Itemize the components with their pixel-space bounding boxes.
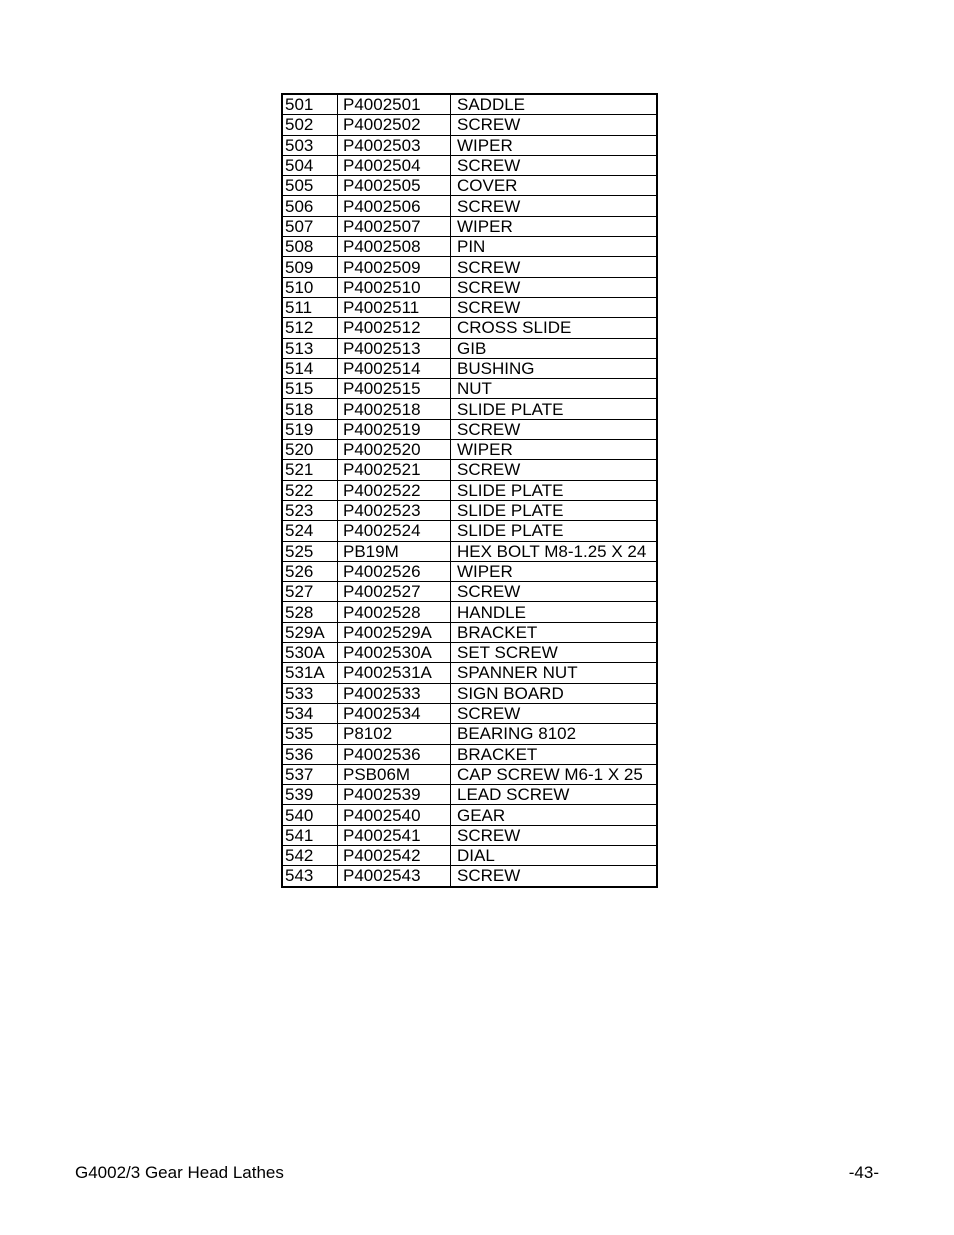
part-number-cell: P4002510 xyxy=(338,277,451,297)
ref-number-cell: 522 xyxy=(282,480,338,500)
table-row xyxy=(282,257,657,277)
table-row xyxy=(282,805,657,825)
description-cell: BRACKET xyxy=(451,622,658,642)
part-number-cell: P4002514 xyxy=(338,358,451,378)
table-row xyxy=(282,541,657,561)
table-row xyxy=(282,277,657,297)
table-row xyxy=(282,338,657,358)
part-number-cell: P4002526 xyxy=(338,561,451,581)
description-cell: SCREW xyxy=(451,460,658,480)
table-row xyxy=(282,643,657,663)
ref-number-cell: 505 xyxy=(282,176,338,196)
part-number-cell: P4002506 xyxy=(338,196,451,216)
description-cell: GIB xyxy=(451,338,658,358)
table-row xyxy=(282,561,657,581)
ref-number-cell: 531A xyxy=(282,663,338,683)
ref-number-cell: 535 xyxy=(282,724,338,744)
part-number-cell: P4002531A xyxy=(338,663,451,683)
ref-number-cell: 521 xyxy=(282,460,338,480)
ref-number-cell: 518 xyxy=(282,399,338,419)
ref-number-cell: 542 xyxy=(282,845,338,865)
table-row xyxy=(282,825,657,845)
description-cell: SCREW xyxy=(451,297,658,317)
description-cell: CAP SCREW M6-1 X 25 xyxy=(451,764,658,784)
ref-number-cell: 529A xyxy=(282,622,338,642)
table-row xyxy=(282,683,657,703)
description-cell: DIAL xyxy=(451,845,658,865)
part-number-cell: P4002539 xyxy=(338,785,451,805)
part-number-cell: PB19M xyxy=(338,541,451,561)
ref-number-cell: 537 xyxy=(282,764,338,784)
part-number-cell: P4002534 xyxy=(338,703,451,723)
ref-number-cell: 502 xyxy=(282,115,338,135)
table-row xyxy=(282,379,657,399)
ref-number-cell: 512 xyxy=(282,318,338,338)
description-cell: SCREW xyxy=(451,825,658,845)
description-cell: HANDLE xyxy=(451,602,658,622)
ref-number-cell: 533 xyxy=(282,683,338,703)
description-cell: SCREW xyxy=(451,419,658,439)
table-row xyxy=(282,724,657,744)
ref-number-cell: 520 xyxy=(282,440,338,460)
footer-page-number: -43- xyxy=(848,1163,879,1182)
part-number-cell: P4002530A xyxy=(338,643,451,663)
description-cell: SCREW xyxy=(451,582,658,602)
part-number-cell: P4002501 xyxy=(338,94,451,115)
part-number-cell: P4002522 xyxy=(338,480,451,500)
part-number-cell: P4002527 xyxy=(338,582,451,602)
parts-table-body xyxy=(282,94,657,887)
description-cell: SLIDE PLATE xyxy=(451,500,658,520)
part-number-cell: P4002536 xyxy=(338,744,451,764)
part-number-cell: P4002503 xyxy=(338,135,451,155)
ref-number-cell: 501 xyxy=(282,94,338,115)
table-row xyxy=(282,602,657,622)
description-cell: BUSHING xyxy=(451,358,658,378)
table-row xyxy=(282,216,657,236)
part-number-cell: P4002513 xyxy=(338,338,451,358)
footer-manual-title: G4002/3 Gear Head Lathes xyxy=(75,1163,284,1182)
ref-number-cell: 530A xyxy=(282,643,338,663)
part-number-cell: P4002515 xyxy=(338,379,451,399)
part-number-cell: P4002542 xyxy=(338,845,451,865)
ref-number-cell: 543 xyxy=(282,866,338,887)
table-row xyxy=(282,94,657,115)
ref-number-cell: 536 xyxy=(282,744,338,764)
part-number-cell: P8102 xyxy=(338,724,451,744)
part-number-cell: P4002511 xyxy=(338,297,451,317)
table-row xyxy=(282,318,657,338)
ref-number-cell: 506 xyxy=(282,196,338,216)
table-row xyxy=(282,845,657,865)
table-row xyxy=(282,622,657,642)
ref-number-cell: 513 xyxy=(282,338,338,358)
ref-number-cell: 519 xyxy=(282,419,338,439)
part-number-cell: P4002533 xyxy=(338,683,451,703)
description-cell: SIGN BOARD xyxy=(451,683,658,703)
description-cell: HEX BOLT M8-1.25 X 24 xyxy=(451,541,658,561)
part-number-cell: P4002519 xyxy=(338,419,451,439)
part-number-cell: P4002508 xyxy=(338,237,451,257)
table-row xyxy=(282,115,657,135)
description-cell: SCREW xyxy=(451,257,658,277)
table-row xyxy=(282,480,657,500)
description-cell: COVER xyxy=(451,176,658,196)
table-row xyxy=(282,785,657,805)
table-row xyxy=(282,358,657,378)
part-number-cell: P4002505 xyxy=(338,176,451,196)
ref-number-cell: 509 xyxy=(282,257,338,277)
table-row xyxy=(282,764,657,784)
ref-number-cell: 526 xyxy=(282,561,338,581)
description-cell: GEAR xyxy=(451,805,658,825)
table-row xyxy=(282,703,657,723)
ref-number-cell: 524 xyxy=(282,521,338,541)
description-cell: WIPER xyxy=(451,440,658,460)
ref-number-cell: 528 xyxy=(282,602,338,622)
description-cell: LEAD SCREW xyxy=(451,785,658,805)
table-row xyxy=(282,237,657,257)
ref-number-cell: 527 xyxy=(282,582,338,602)
ref-number-cell: 510 xyxy=(282,277,338,297)
ref-number-cell: 515 xyxy=(282,379,338,399)
description-cell: SCREW xyxy=(451,196,658,216)
table-row xyxy=(282,521,657,541)
description-cell: WIPER xyxy=(451,216,658,236)
description-cell: SCREW xyxy=(451,703,658,723)
part-number-cell: P4002541 xyxy=(338,825,451,845)
ref-number-cell: 539 xyxy=(282,785,338,805)
description-cell: WIPER xyxy=(451,135,658,155)
ref-number-cell: 514 xyxy=(282,358,338,378)
ref-number-cell: 508 xyxy=(282,237,338,257)
table-row xyxy=(282,297,657,317)
table-row xyxy=(282,663,657,683)
table-row xyxy=(282,460,657,480)
table-row xyxy=(282,196,657,216)
part-number-cell: P4002502 xyxy=(338,115,451,135)
description-cell: SET SCREW xyxy=(451,643,658,663)
description-cell: SLIDE PLATE xyxy=(451,521,658,541)
ref-number-cell: 504 xyxy=(282,155,338,175)
description-cell: SCREW xyxy=(451,866,658,887)
table-row xyxy=(282,744,657,764)
part-number-cell: P4002524 xyxy=(338,521,451,541)
table-row xyxy=(282,135,657,155)
ref-number-cell: 511 xyxy=(282,297,338,317)
ref-number-cell: 525 xyxy=(282,541,338,561)
parts-table xyxy=(281,93,658,888)
ref-number-cell: 503 xyxy=(282,135,338,155)
part-number-cell: P4002521 xyxy=(338,460,451,480)
part-number-cell: P4002528 xyxy=(338,602,451,622)
description-cell: SLIDE PLATE xyxy=(451,399,658,419)
description-cell: BEARING 8102 xyxy=(451,724,658,744)
table-row xyxy=(282,866,657,887)
description-cell: SCREW xyxy=(451,115,658,135)
table-row xyxy=(282,399,657,419)
table-row xyxy=(282,582,657,602)
part-number-cell: P4002504 xyxy=(338,155,451,175)
ref-number-cell: 523 xyxy=(282,500,338,520)
description-cell: BRACKET xyxy=(451,744,658,764)
table-row xyxy=(282,155,657,175)
description-cell: WIPER xyxy=(451,561,658,581)
table-row xyxy=(282,440,657,460)
description-cell: SLIDE PLATE xyxy=(451,480,658,500)
ref-number-cell: 540 xyxy=(282,805,338,825)
part-number-cell: P4002520 xyxy=(338,440,451,460)
part-number-cell: P4002529A xyxy=(338,622,451,642)
part-number-cell: P4002523 xyxy=(338,500,451,520)
description-cell: SPANNER NUT xyxy=(451,663,658,683)
description-cell: SCREW xyxy=(451,155,658,175)
part-number-cell: PSB06M xyxy=(338,764,451,784)
description-cell: NUT xyxy=(451,379,658,399)
part-number-cell: P4002509 xyxy=(338,257,451,277)
ref-number-cell: 507 xyxy=(282,216,338,236)
part-number-cell: P4002507 xyxy=(338,216,451,236)
table-row xyxy=(282,176,657,196)
part-number-cell: P4002512 xyxy=(338,318,451,338)
part-number-cell: P4002543 xyxy=(338,866,451,887)
description-cell: SADDLE xyxy=(451,94,658,115)
description-cell: CROSS SLIDE xyxy=(451,318,658,338)
part-number-cell: P4002518 xyxy=(338,399,451,419)
table-row xyxy=(282,419,657,439)
ref-number-cell: 541 xyxy=(282,825,338,845)
description-cell: SCREW xyxy=(451,277,658,297)
table-row xyxy=(282,500,657,520)
ref-number-cell: 534 xyxy=(282,703,338,723)
part-number-cell: P4002540 xyxy=(338,805,451,825)
description-cell: PIN xyxy=(451,237,658,257)
